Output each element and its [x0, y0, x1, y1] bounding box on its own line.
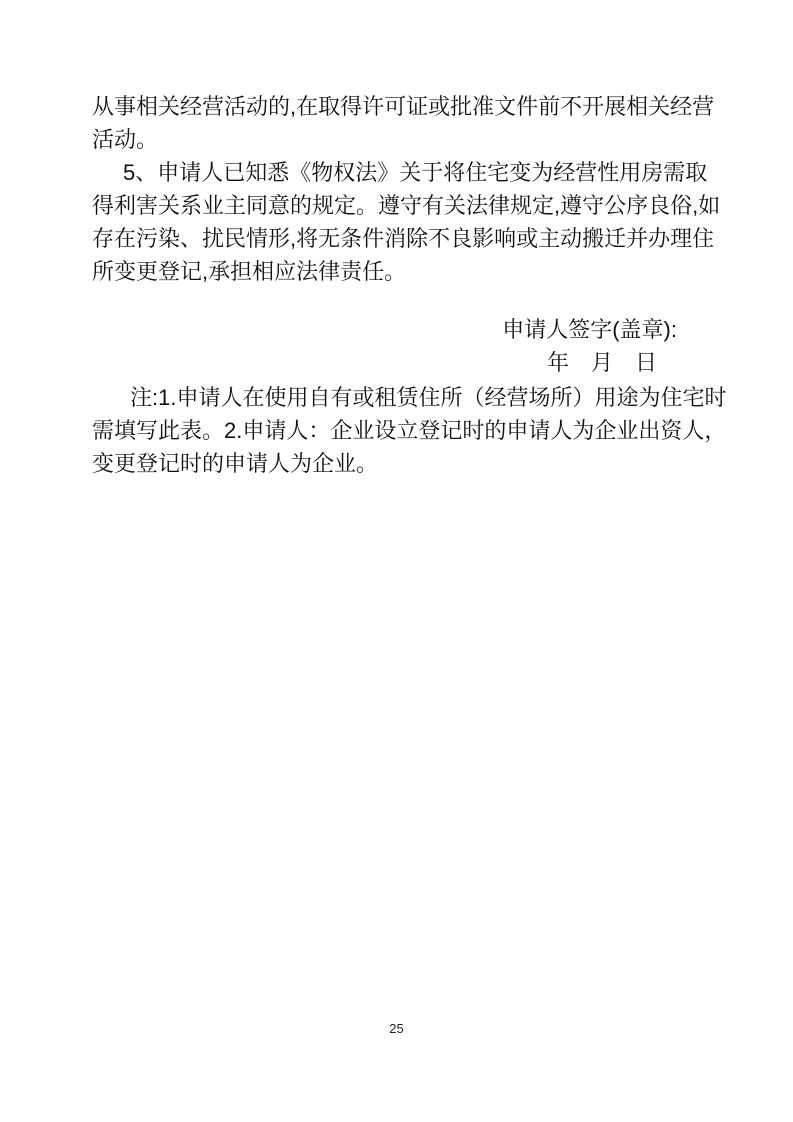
note-line: 注:1.申请人在使用自有或租赁住所（经营场所）用途为住宅时: [130, 385, 727, 410]
document-body: [92, 90, 727, 480]
clause-5-line: 所变更登记,承担相应法律责任。: [92, 259, 407, 284]
body-line: 从事相关经营活动的,在取得许可证或批准文件前不开展相关经营: [92, 94, 715, 119]
clause-5-line: 存在污染、扰民情形,将无条件消除不良影响或主动搬迁并办理住: [92, 226, 715, 251]
body-line: 活动。: [92, 127, 159, 152]
page-number: 25: [389, 1021, 404, 1036]
clause-5-line: 5、申请人已知悉《物权法》关于将住宅变为经营性用房需取: [123, 160, 708, 185]
signature-block: [92, 313, 704, 379]
note-line: 需填写此表。2.申请人：企业设立登记时的申请人为企业出资人，: [92, 418, 727, 443]
notes-block: [92, 381, 727, 480]
clause-5-line: 得利害关系业主同意的规定。遵守有关法律规定,遵守公序良俗,如: [92, 193, 721, 218]
note-line: 变更登记时的申请人为企业。: [92, 451, 379, 476]
signature-date-line: 年 月 日: [546, 350, 657, 375]
signature-label: 申请人签字(盖章):: [502, 317, 677, 342]
